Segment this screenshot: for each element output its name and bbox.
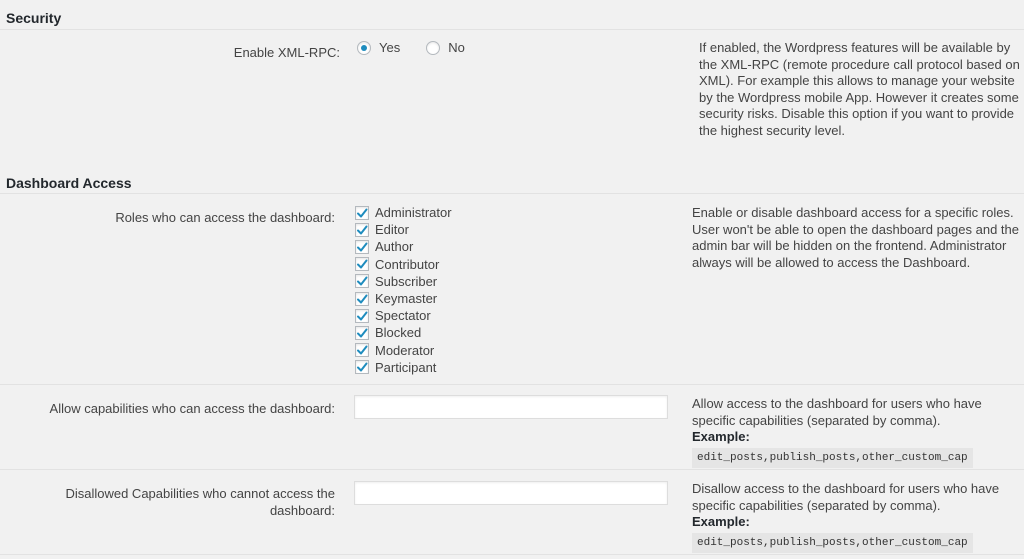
checkmark-icon: [356, 361, 368, 373]
disallow-capabilities-description: Disallow access to the dashboard for users who have specific capabilities (separated by comma).: [692, 481, 1000, 513]
role-label[interactable]: Participant: [375, 359, 437, 375]
role-checkbox[interactable]: [355, 223, 369, 237]
disallow-capabilities-label: Disallowed Capabilities who cannot access the dashboard:: [65, 486, 335, 518]
security-section-title: Security: [6, 10, 62, 26]
allow-capabilities-help: [692, 396, 1022, 468]
role-label[interactable]: Author: [375, 239, 414, 255]
checkmark-icon: [356, 258, 368, 270]
checkmark-icon: [356, 241, 368, 253]
xmlrpc-radio-group: [357, 40, 491, 55]
disallow-capabilities-input[interactable]: [354, 481, 668, 505]
role-row[interactable]: [355, 238, 452, 255]
role-label[interactable]: Editor: [375, 222, 409, 238]
disallow-example-code: edit_posts,publish_posts,other_custom_cap: [692, 533, 973, 554]
allow-example-code: edit_posts,publish_posts,other_custom_cap: [692, 448, 973, 469]
checkmark-icon: [356, 327, 368, 339]
role-label[interactable]: Blocked: [375, 325, 422, 341]
role-label[interactable]: Keymaster: [375, 291, 438, 307]
checkmark-icon: [356, 275, 368, 287]
disallow-example-label: Example:: [692, 514, 750, 529]
divider: [0, 384, 1024, 385]
role-label[interactable]: Contributor: [375, 256, 440, 272]
xmlrpc-yes-label[interactable]: Yes: [379, 40, 401, 55]
roles-label: Roles who can access the dashboard:: [115, 210, 335, 225]
xmlrpc-no-radio[interactable]: [426, 41, 440, 55]
roles-description: Enable or disable dashboard access for a specific roles. User won't be able to open the dashboard pages and the admin bar will be hidden on the frontend. Administrator always will be allowed to access the Dashboard.: [692, 205, 1019, 270]
role-label[interactable]: Spectator: [375, 308, 431, 324]
divider: [0, 29, 1024, 30]
role-row[interactable]: [355, 359, 452, 376]
role-checkbox[interactable]: [355, 292, 369, 306]
role-checkbox[interactable]: [355, 257, 369, 271]
divider: [0, 469, 1024, 470]
role-checkbox[interactable]: [355, 326, 369, 340]
role-row[interactable]: [355, 204, 452, 221]
checkmark-icon: [356, 344, 368, 356]
divider: [0, 554, 1024, 555]
disallow-capabilities-help: [692, 481, 1022, 553]
dashboard-section-title: Dashboard Access: [6, 175, 132, 191]
role-checkbox[interactable]: [355, 309, 369, 323]
role-row[interactable]: [355, 324, 452, 341]
role-checkbox[interactable]: [355, 206, 369, 220]
role-row[interactable]: [355, 273, 452, 290]
role-checkbox[interactable]: [355, 343, 369, 357]
radio-selected-dot-icon: [361, 45, 367, 51]
xmlrpc-description: If enabled, the Wordpress features will be available by the XML-RPC (remote procedure call protocol based on XML). For example this allows to manage your website by the Wordpress mobile App. However it creates some security risks. Disable this option if you want to provide the highest security level.: [699, 40, 1020, 138]
role-row[interactable]: [355, 290, 452, 307]
role-row[interactable]: [355, 221, 452, 238]
role-row[interactable]: [355, 256, 452, 273]
checkmark-icon: [356, 310, 368, 322]
xmlrpc-no-label[interactable]: No: [448, 40, 465, 55]
checkmark-icon: [356, 207, 368, 219]
xmlrpc-label: Enable XML-RPC:: [233, 45, 340, 60]
allow-capabilities-description: Allow access to the dashboard for users who have specific capabilities (separated by comma).: [692, 396, 982, 428]
role-checkbox[interactable]: [355, 274, 369, 288]
role-label[interactable]: Subscriber: [375, 273, 438, 289]
role-label[interactable]: Moderator: [375, 342, 435, 358]
role-label[interactable]: Administrator: [375, 205, 452, 221]
allow-example-label: Example:: [692, 429, 750, 444]
roles-checkbox-list: [355, 204, 452, 376]
role-checkbox[interactable]: [355, 360, 369, 374]
checkmark-icon: [356, 224, 368, 236]
role-row[interactable]: [355, 342, 452, 359]
allow-capabilities-label: Allow capabilities who can access the dashboard:: [49, 401, 335, 416]
allow-capabilities-input[interactable]: [354, 395, 668, 419]
xmlrpc-yes-radio[interactable]: [357, 41, 371, 55]
divider: [0, 193, 1024, 194]
role-checkbox[interactable]: [355, 240, 369, 254]
checkmark-icon: [356, 293, 368, 305]
role-row[interactable]: [355, 307, 452, 324]
